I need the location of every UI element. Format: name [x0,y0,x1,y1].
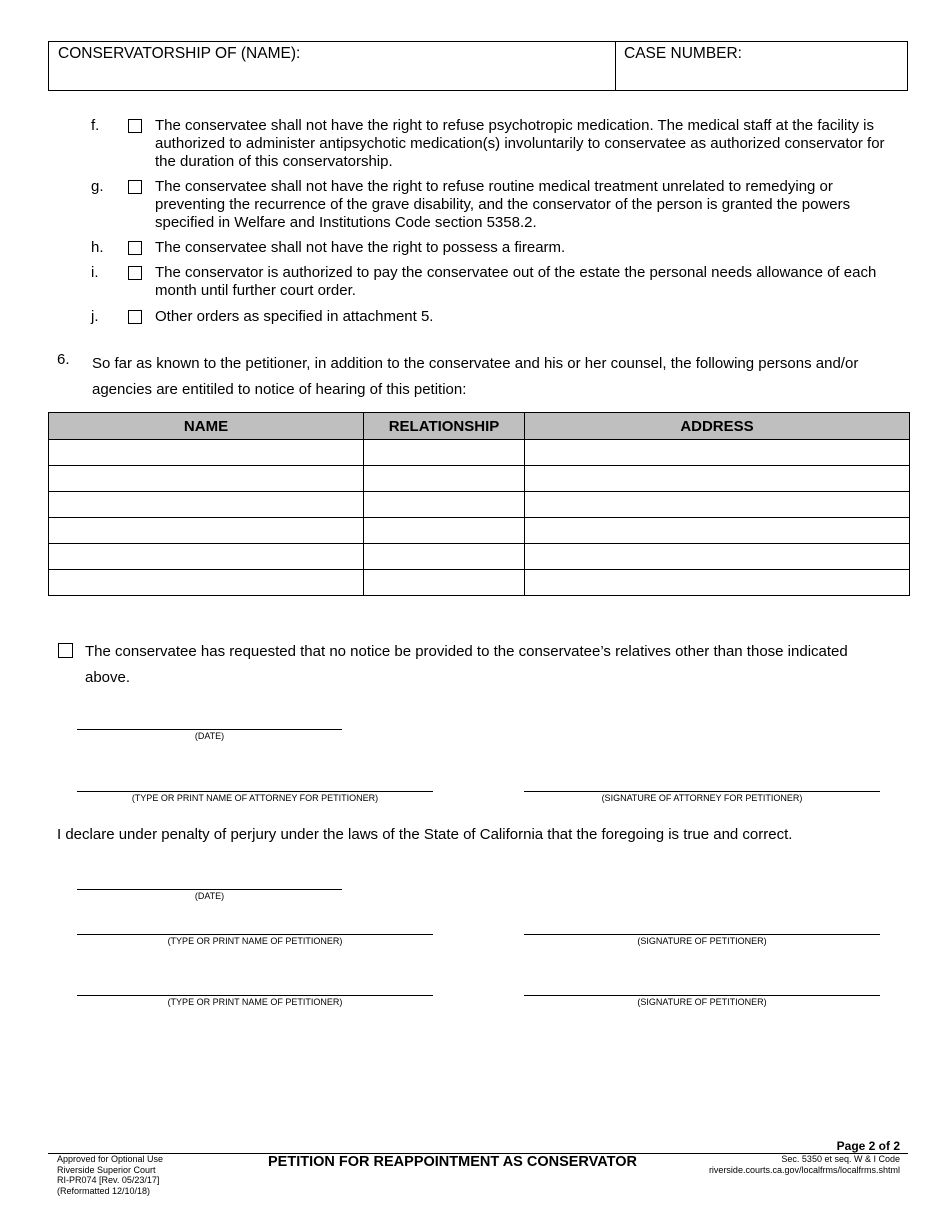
address-cell[interactable] [525,518,910,544]
name-cell[interactable] [49,570,364,596]
order-h-checkbox[interactable] [128,241,142,255]
name-cell[interactable] [49,466,364,492]
form-title: PETITION FOR REAPPOINTMENT AS CONSERVATOR [268,1154,637,1170]
attorney-date-caption: (DATE) [194,731,225,741]
address-cell[interactable] [525,492,910,518]
header-divider [615,42,616,90]
petitioner-name-line-2[interactable] [77,995,433,996]
paragraph-6-number: 6. [57,351,70,368]
order-text: The conservatee shall not have the right to possess a firearm. [155,239,566,256]
order-i-checkbox[interactable] [128,266,142,280]
relationship-cell[interactable] [364,570,525,596]
attorney-signature-caption: (SIGNATURE OF ATTORNEY FOR PETITIONER) [601,793,803,803]
case-number-label: CASE NUMBER: [624,45,742,62]
footer-form-info [57,1154,163,1196]
address-cell[interactable] [525,544,910,570]
table-row [49,466,910,492]
address-cell[interactable] [525,440,910,466]
attorney-signature-line[interactable] [524,791,880,792]
footer-right-line: Sec. 5350 et seq. W & I Code [781,1154,900,1164]
order-letter: f. [91,117,100,134]
footer-code-info [709,1154,900,1175]
footer-left-line: Riverside Superior Court [57,1164,156,1175]
footer-right-line: riverside.courts.ca.gov/localfrms/localfrms.shtml [708,1164,900,1175]
relationship-cell[interactable] [364,518,525,544]
page-number: Page 2 of 2 [836,1139,900,1153]
attorney-name-caption: (TYPE OR PRINT NAME OF ATTORNEY FOR PETITIONER) [131,793,379,803]
relationship-cell[interactable] [364,492,525,518]
name-cell[interactable] [49,544,364,570]
name-cell[interactable] [49,518,364,544]
table-row [49,544,910,570]
relationship-cell[interactable] [364,440,525,466]
order-g-checkbox[interactable] [128,180,142,194]
order-letter: j. [91,308,99,325]
order-letter: g. [91,178,104,195]
attorney-name-line[interactable] [77,791,433,792]
order-text: Other orders as specified in attachment 5. [155,308,434,325]
table-row [49,518,910,544]
relationship-cell[interactable] [364,544,525,570]
address-cell[interactable] [525,466,910,492]
order-f-checkbox[interactable] [128,119,142,133]
order-text: The conservator is authorized to pay the conservatee out of the estate the personal needs allowance of each month until further court order. [155,264,877,299]
notice-persons-table [48,412,910,596]
petitioner-name-caption-2: (TYPE OR PRINT NAME OF PETITIONER) [167,997,343,1007]
petitioner-signature-caption-2: (SIGNATURE OF PETITIONER) [637,997,767,1007]
petitioner-signature-line-2[interactable] [524,995,880,996]
name-column-header: NAME [49,413,364,440]
footer-left-line: RI-PR074 [Rev. 05/23/17] [57,1175,160,1185]
name-cell[interactable] [49,492,364,518]
relationship-column-header: RELATIONSHIP [364,413,525,440]
table-row [49,440,910,466]
paragraph-6-text: So far as known to the petitioner, in addition to the conservatee and his or her counsel, the following persons and/or agencies are entitiled to notice of hearing of this petition: [92,355,859,398]
order-text: The conservatee shall not have the right to refuse routine medical treatment unrelated to remedying or preventing the recurrence of the grave disability, and the conservator of the person is granted the powers specified in Welfare and Institutions Code section 5358.2. [155,178,851,231]
attorney-date-line[interactable] [77,729,342,730]
petitioner-name-line-1[interactable] [77,934,433,935]
case-header-box [48,41,908,91]
table-header-row [49,413,910,440]
perjury-declaration: I declare under penalty of perjury under the laws of the State of California that the foregoing is true and correct. [57,826,793,843]
order-letter: i. [91,264,99,281]
petitioner-date-line[interactable] [77,889,342,890]
name-cell[interactable] [49,440,364,466]
petitioner-signature-caption-1: (SIGNATURE OF PETITIONER) [637,936,767,946]
order-text: The conservatee shall not have the right to refuse psychotropic medication. The medical staff at the facility is authorized to administer antipsychotic medication(s) involuntarily to conservatee as authorized conservator for the duration of this conservatorship. [155,117,885,170]
footer-left-line: (Reformatted 12/10/18) [57,1185,151,1196]
no-notice-checkbox[interactable] [58,643,73,658]
no-notice-text: The conservatee has requested that no notice be provided to the conservatee’s relatives other than those indicated above. [85,643,848,686]
petitioner-signature-line-1[interactable] [524,934,880,935]
petitioner-date-caption: (DATE) [194,891,225,901]
relationship-cell[interactable] [364,466,525,492]
address-column-header: ADDRESS [525,413,910,440]
table-row [49,570,910,596]
order-j-checkbox[interactable] [128,310,142,324]
table-row [49,492,910,518]
footer-left-line: Approved for Optional Use [57,1154,164,1164]
petitioner-name-caption-1: (TYPE OR PRINT NAME OF PETITIONER) [167,936,343,946]
address-cell[interactable] [525,570,910,596]
order-letter: h. [91,239,104,256]
conservatorship-name-label: CONSERVATORSHIP OF (NAME): [58,45,301,62]
